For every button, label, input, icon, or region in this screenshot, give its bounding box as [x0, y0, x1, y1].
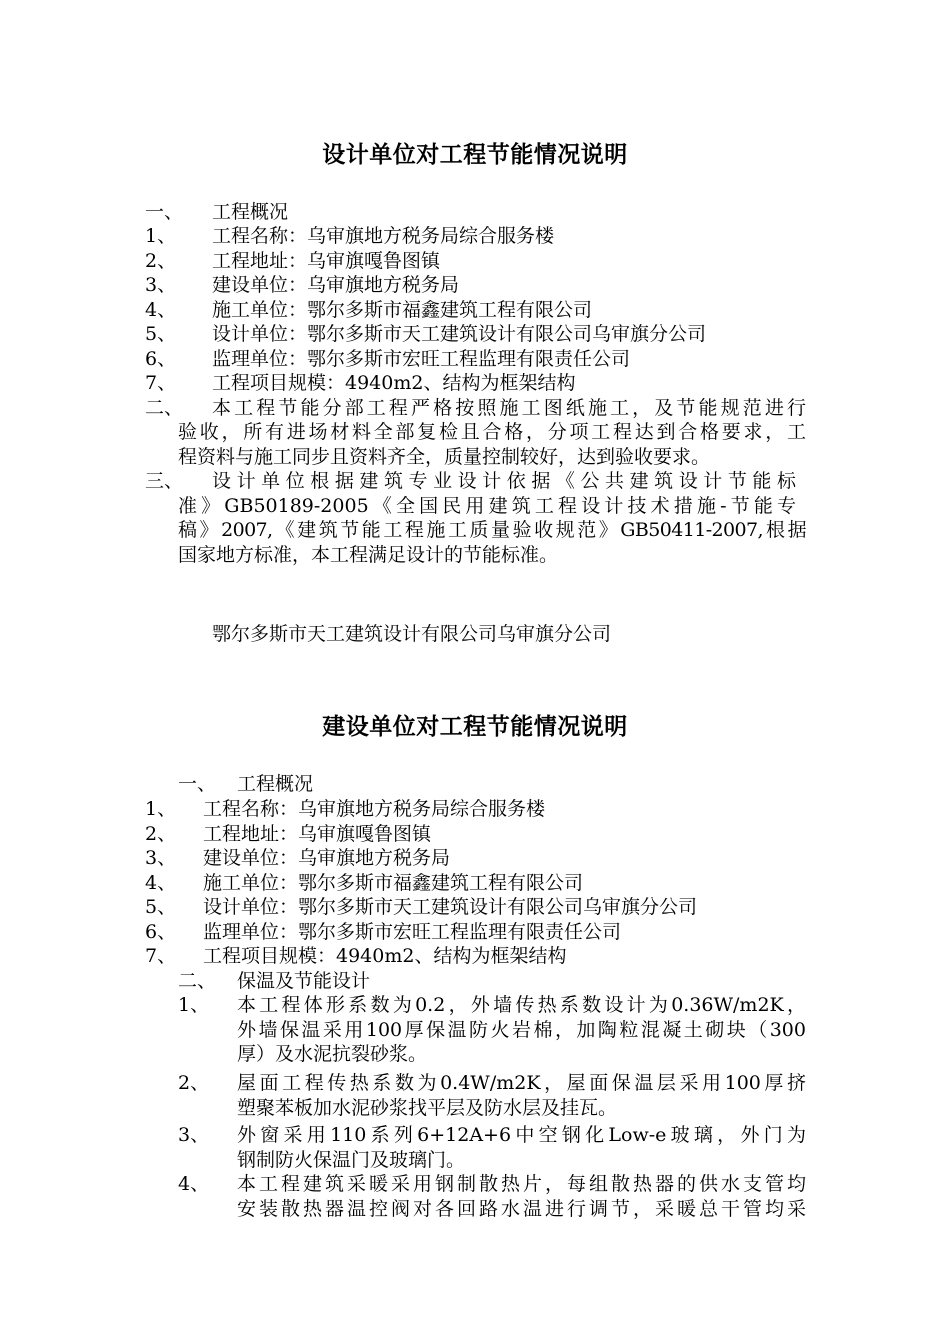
item-number: 3、	[178, 1124, 210, 1146]
item-text: 设计单位：鄂尔多斯市天工建筑设计有限公司乌审旗分公司	[212, 323, 707, 345]
item-number: 7、	[145, 372, 177, 394]
item-text: 工程名称：乌审旗地方税务局综合服务楼	[203, 798, 546, 820]
heading-number: 二、	[178, 969, 217, 992]
item-text: 施工单位：鄂尔多斯市福鑫建筑工程有限公司	[203, 871, 584, 894]
item-line: 塑聚苯板加水泥砂浆找平层及防水层及挂瓦。	[237, 1096, 618, 1119]
paragraph-line: 验收，所有进场材料全部复检且合格，分项工程达到合格要求，工	[178, 421, 806, 443]
item-line: 屋面工程传热系数为0.4W/m2K，屋面保温层采用100厚挤	[237, 1072, 806, 1094]
paragraph-line: 国家地方标准，本工程满足设计的节能标准。	[178, 543, 559, 566]
item-number: 6、	[145, 920, 177, 943]
item-number: 4、	[145, 298, 177, 321]
item-line: 本工程建筑采暖采用钢制散热片，每组散热器的供水支管均	[237, 1173, 806, 1195]
item-number: 1、	[145, 225, 177, 247]
item-line: 本工程体形系数为0.2，外墙传热系数设计为0.36W/m2K，	[237, 994, 806, 1016]
item-text: 施工单位：鄂尔多斯市福鑫建筑工程有限公司	[212, 298, 593, 321]
heading-text: 工程概况	[212, 201, 289, 223]
item-number: 4、	[178, 1173, 210, 1195]
item-text: 监理单位：鄂尔多斯市宏旺工程监理有限责任公司	[212, 347, 631, 370]
paragraph-number: 三、	[145, 470, 184, 492]
item-number: 4、	[145, 871, 177, 894]
item-number: 5、	[145, 896, 177, 918]
item-line: 外窗采用110系列6+12A+6中空钢化Low-e玻璃，外门为	[237, 1124, 806, 1146]
item-text: 工程项目规模：4940m2、结构为框架结构	[212, 372, 576, 394]
design-section-title: 设计单位对工程节能情况说明	[322, 141, 628, 168]
item-text: 工程地址：乌审旗嘎鲁图镇	[203, 822, 432, 845]
item-text: 监理单位：鄂尔多斯市宏旺工程监理有限责任公司	[203, 920, 622, 943]
item-text: 设计单位：鄂尔多斯市天工建筑设计有限公司乌审旗分公司	[203, 896, 698, 918]
design-signature: 鄂尔多斯市天工建筑设计有限公司乌审旗分公司	[212, 623, 612, 645]
item-line: 钢制防火保温门及玻璃门。	[237, 1148, 466, 1171]
paragraph-line: 程资料与施工同步且资料齐全，质量控制较好，达到验收要求。	[178, 445, 711, 468]
heading-number: 一、	[178, 773, 217, 795]
item-text: 建设单位：乌审旗地方税务局	[212, 274, 460, 296]
paragraph-line: 设计单位根据建筑专业设计依据《公共建筑设计节能标	[212, 470, 796, 492]
paragraph-line: 本工程节能分部工程严格按照施工图纸施工，及节能规范进行	[212, 396, 806, 419]
construction-section-title: 建设单位对工程节能情况说明	[322, 713, 628, 740]
paragraph-line: 稿》2007,《建筑节能工程施工质量验收规范》GB50411-2007,根据	[178, 519, 806, 541]
item-number: 1、	[178, 994, 210, 1016]
item-number: 5、	[145, 323, 177, 345]
item-number: 2、	[178, 1072, 210, 1094]
heading-text: 保温及节能设计	[237, 969, 371, 992]
heading-text: 工程概况	[237, 773, 314, 795]
item-line: 安装散热器温控阀对各回路水温进行调节，采暖总干管均采	[237, 1197, 806, 1220]
item-number: 1、	[145, 798, 177, 820]
item-number: 3、	[145, 274, 177, 296]
item-line: 厚）及水泥抗裂砂浆。	[237, 1043, 428, 1065]
item-number: 7、	[145, 945, 177, 967]
item-number: 6、	[145, 347, 177, 370]
item-text: 工程项目规模：4940m2、结构为框架结构	[203, 945, 567, 967]
item-number: 2、	[145, 822, 177, 845]
paragraph-line: 准》GB50189-2005《全国民用建筑工程设计技术措施-节能专	[178, 494, 796, 517]
paragraph-number: 二、	[145, 396, 184, 419]
item-number: 2、	[145, 249, 177, 272]
item-text: 工程名称：乌审旗地方税务局综合服务楼	[212, 225, 555, 247]
item-number: 3、	[145, 847, 177, 869]
item-text: 工程地址：乌审旗嘎鲁图镇	[212, 249, 441, 272]
heading-number: 一、	[145, 201, 184, 223]
item-text: 建设单位：乌审旗地方税务局	[203, 847, 451, 869]
item-line: 外墙保温采用100厚保温防火岩棉，加陶粒混凝土砌块（300	[237, 1018, 806, 1041]
